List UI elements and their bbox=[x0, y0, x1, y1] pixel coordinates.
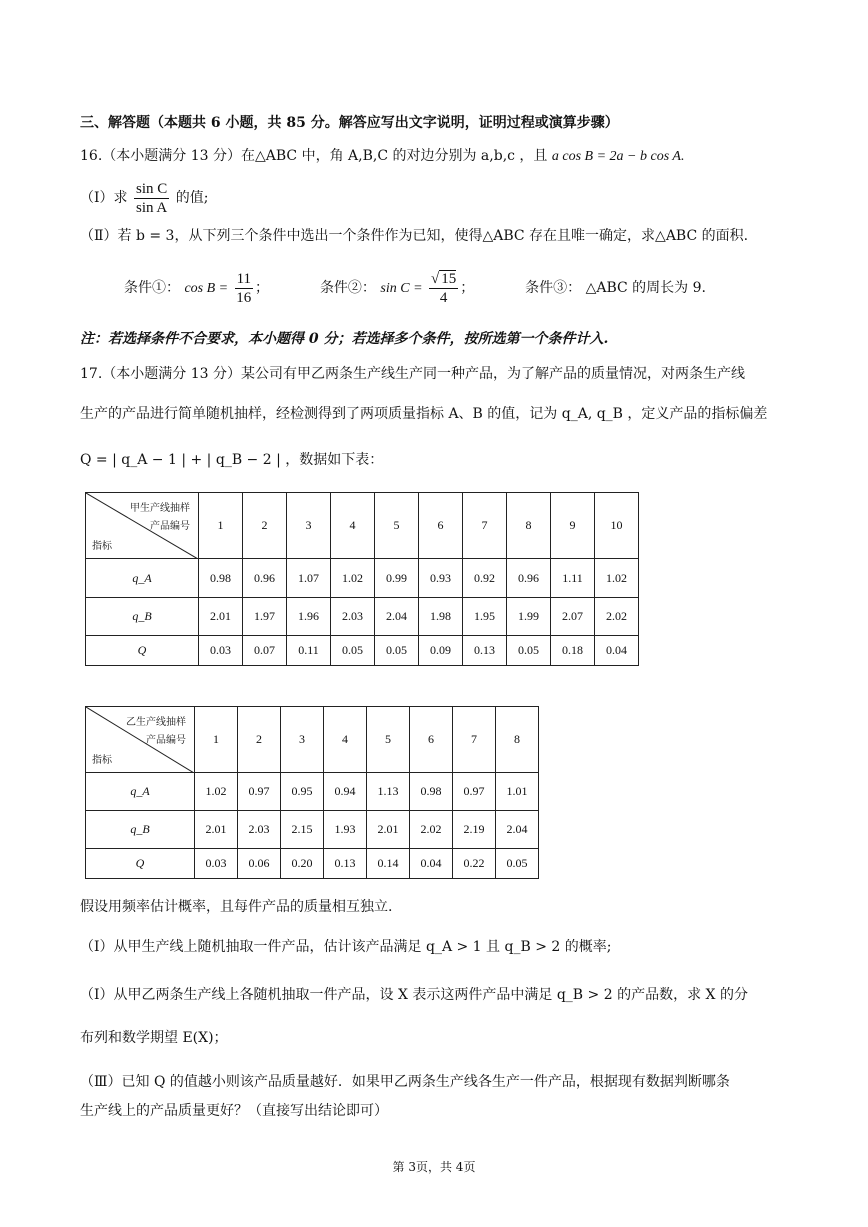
table-cell: 0.09 bbox=[419, 636, 463, 666]
table-cell: 0.95 bbox=[281, 773, 324, 811]
cond3-text: △ABC 的周长为 9. bbox=[585, 280, 706, 296]
cond2-end: ； bbox=[460, 280, 475, 296]
table-a-col: 2 bbox=[243, 493, 287, 559]
table-cell: 1.13 bbox=[367, 773, 410, 811]
cond2-numerator bbox=[429, 270, 458, 289]
table-cell: 1.93 bbox=[324, 811, 367, 849]
table-b-header-row bbox=[86, 707, 539, 773]
table-a-col: 10 bbox=[595, 493, 639, 559]
q16-stem bbox=[80, 146, 684, 167]
table-cell: 1.02 bbox=[331, 559, 375, 598]
table-b-corner bbox=[86, 707, 195, 773]
table-b-col: 8 bbox=[496, 707, 539, 773]
table-a-corner bbox=[86, 493, 199, 559]
section-heading: 三、解答题（本题共 6 小题，共 85 分。解答应写出文字说明，证明过程或演算步骤） bbox=[80, 115, 619, 131]
table-a-col: 6 bbox=[419, 493, 463, 559]
cond2-lhs: sin C = bbox=[380, 281, 423, 296]
table-cell: 0.93 bbox=[419, 559, 463, 598]
cond2-denominator: 4 bbox=[439, 289, 448, 306]
table-b-col: 3 bbox=[281, 707, 324, 773]
q16-part1-fraction bbox=[134, 180, 169, 217]
table-cell: 0.04 bbox=[595, 636, 639, 666]
table-cell: 0.04 bbox=[410, 849, 453, 879]
q16-stem-prefix: 16.（本小题满分 13 分）在 bbox=[80, 148, 255, 164]
q16-part1-denominator: sin A bbox=[135, 199, 168, 216]
table-b-col: 2 bbox=[238, 707, 281, 773]
table-cell: 2.01 bbox=[367, 811, 410, 849]
table-cell: 0.20 bbox=[281, 849, 324, 879]
cond1-label: 条件①： bbox=[124, 280, 180, 296]
table-cell: 0.22 bbox=[453, 849, 496, 879]
table-cell: 2.07 bbox=[551, 598, 595, 636]
q17-part3-line1: （Ⅲ）已知 Q 的值越小则该产品质量越好．如果甲乙两条生产线各生产一件产品，根据现有数据判断哪条 bbox=[80, 1074, 730, 1090]
table-a-corner-top: 甲生产线抽样 bbox=[130, 503, 190, 514]
q17-assumption: 假设用频率估计概率，且每件产品的质量相互独立. bbox=[80, 899, 393, 915]
table-cell: 2.03 bbox=[238, 811, 281, 849]
table-row bbox=[86, 849, 539, 879]
table-row bbox=[86, 773, 539, 811]
table-a-col: 4 bbox=[331, 493, 375, 559]
table-a-row-label: Q bbox=[86, 636, 199, 666]
table-cell: 0.05 bbox=[507, 636, 551, 666]
cond1-denominator: 16 bbox=[236, 289, 252, 306]
table-b-corner-mid: 产品编号 bbox=[146, 735, 186, 746]
table-a-col: 1 bbox=[199, 493, 243, 559]
table-line-b bbox=[85, 706, 539, 879]
table-cell: 0.18 bbox=[551, 636, 595, 666]
q17-part1: （Ⅰ）从甲生产线上随机抽取一件产品，估计该产品满足 q_A > 1 且 q_B > 2 的概率; bbox=[80, 939, 612, 955]
q17-line1: 17.（本小题满分 13 分）某公司有甲乙两条生产线生产同一种产品，为了解产品的质量情况，对两条生产线 bbox=[80, 366, 745, 382]
cond1-lhs: cos B = bbox=[184, 281, 229, 296]
table-cell: 0.92 bbox=[463, 559, 507, 598]
cond1-numerator: 11 bbox=[236, 270, 252, 287]
table-b-row-label: q_A bbox=[86, 773, 195, 811]
table-a-col: 9 bbox=[551, 493, 595, 559]
table-cell: 1.07 bbox=[287, 559, 331, 598]
q16-stem-mid: △ABC 中，角 A,B,C 的对边分别为 a,b,c ，且 bbox=[254, 148, 548, 164]
q16-part1 bbox=[80, 178, 208, 218]
table-a-header-row bbox=[86, 493, 639, 559]
q16-part1-prefix: （Ⅰ）求 bbox=[80, 190, 128, 206]
table-cell: 1.11 bbox=[551, 559, 595, 598]
q16-stem-eq: a cos B = 2a − b cos A. bbox=[551, 149, 685, 164]
table-cell: 2.19 bbox=[453, 811, 496, 849]
cond3-label: 条件③： bbox=[525, 280, 582, 296]
q17-part3-line2: 生产线上的产品质量更好？（直接写出结论即可） bbox=[80, 1103, 388, 1119]
table-cell: 0.13 bbox=[324, 849, 367, 879]
table-cell: 0.97 bbox=[453, 773, 496, 811]
table-cell: 2.15 bbox=[281, 811, 324, 849]
q17-part2-line2: 布列和数学期望 E(X)； bbox=[80, 1030, 228, 1046]
table-b-corner-bottom: 指标 bbox=[92, 755, 112, 766]
sqrt-sign: √ bbox=[430, 270, 440, 287]
table-line-a bbox=[85, 492, 639, 666]
table-cell: 1.02 bbox=[195, 773, 238, 811]
table-b-col: 7 bbox=[453, 707, 496, 773]
q17-line2: 生产的产品进行简单随机抽样，经检测得到了两项质量指标 A、B 的值，记为 q_A, q_B ，定义产品的指标偏差 bbox=[80, 406, 768, 422]
table-cell: 0.05 bbox=[331, 636, 375, 666]
table-cell: 0.98 bbox=[410, 773, 453, 811]
q17-part2-line1: （Ⅰ）从甲乙两条生产线上各随机抽取一件产品，设 X 表示这两件产品中满足 q_B > 2 的产品数，求 X 的分 bbox=[80, 987, 748, 1003]
table-cell: 2.01 bbox=[199, 598, 243, 636]
table-cell: 1.95 bbox=[463, 598, 507, 636]
table-row bbox=[86, 636, 639, 666]
cond1-end: ； bbox=[255, 280, 270, 296]
table-cell: 0.11 bbox=[287, 636, 331, 666]
table-a-col: 7 bbox=[463, 493, 507, 559]
cond2-fraction bbox=[429, 270, 458, 307]
table-cell: 2.01 bbox=[195, 811, 238, 849]
q16-part2: （Ⅱ）若 b = 3，从下列三个条件中选出一个条件作为已知，使得△ABC 存在且唯一确定，求△ABC 的面积. bbox=[80, 228, 749, 244]
table-cell: 0.05 bbox=[375, 636, 419, 666]
table-cell: 0.97 bbox=[238, 773, 281, 811]
page-footer: 第 3页，共 4页 bbox=[392, 1160, 476, 1174]
q16-note: 注：若选择条件不合要求，本小题得 0 分；若选择多个条件，按所选第一个条件计入. bbox=[80, 331, 609, 347]
table-cell: 0.13 bbox=[463, 636, 507, 666]
table-a-corner-mid: 产品编号 bbox=[150, 521, 190, 532]
table-cell: 0.99 bbox=[375, 559, 419, 598]
table-cell: 0.94 bbox=[324, 773, 367, 811]
table-cell: 1.96 bbox=[287, 598, 331, 636]
table-cell: 1.02 bbox=[595, 559, 639, 598]
q16-part1-numerator: sin C bbox=[135, 180, 168, 197]
q16-conditions bbox=[124, 266, 706, 311]
table-b-col: 5 bbox=[367, 707, 410, 773]
table-a-col: 3 bbox=[287, 493, 331, 559]
table-cell: 0.03 bbox=[199, 636, 243, 666]
table-cell: 2.03 bbox=[331, 598, 375, 636]
table-a-row-label: q_B bbox=[86, 598, 199, 636]
table-a-col: 8 bbox=[507, 493, 551, 559]
table-cell: 0.98 bbox=[199, 559, 243, 598]
table-cell: 0.07 bbox=[243, 636, 287, 666]
table-a-col: 5 bbox=[375, 493, 419, 559]
table-b-col: 6 bbox=[410, 707, 453, 773]
table-b-row-label: q_B bbox=[86, 811, 195, 849]
q16-part1-suffix: 的值; bbox=[175, 190, 209, 206]
cond2-radicand: 15 bbox=[441, 270, 457, 287]
table-cell: 0.96 bbox=[507, 559, 551, 598]
table-cell: 1.01 bbox=[496, 773, 539, 811]
table-cell: 1.98 bbox=[419, 598, 463, 636]
table-b-row-label: Q bbox=[86, 849, 195, 879]
table-cell: 1.99 bbox=[507, 598, 551, 636]
q17-line3: Q = | q_A − 1 | + | q_B − 2 | ，数据如下表： bbox=[80, 452, 384, 468]
cond2-label: 条件②： bbox=[319, 280, 376, 296]
table-cell: 0.96 bbox=[243, 559, 287, 598]
table-a-corner-bottom: 指标 bbox=[92, 541, 112, 552]
table-cell: 2.04 bbox=[375, 598, 419, 636]
table-cell: 0.14 bbox=[367, 849, 410, 879]
table-b-col: 4 bbox=[324, 707, 367, 773]
table-cell: 1.97 bbox=[243, 598, 287, 636]
table-b-col: 1 bbox=[195, 707, 238, 773]
table-row bbox=[86, 598, 639, 636]
cond1-fraction bbox=[235, 270, 253, 307]
table-row bbox=[86, 811, 539, 849]
table-cell: 0.05 bbox=[496, 849, 539, 879]
table-row bbox=[86, 559, 639, 598]
table-b-corner-top: 乙生产线抽样 bbox=[126, 717, 186, 728]
table-cell: 0.03 bbox=[195, 849, 238, 879]
table-a-row-label: q_A bbox=[86, 559, 199, 598]
table-cell: 2.04 bbox=[496, 811, 539, 849]
table-cell: 0.06 bbox=[238, 849, 281, 879]
table-cell: 2.02 bbox=[595, 598, 639, 636]
table-cell: 2.02 bbox=[410, 811, 453, 849]
